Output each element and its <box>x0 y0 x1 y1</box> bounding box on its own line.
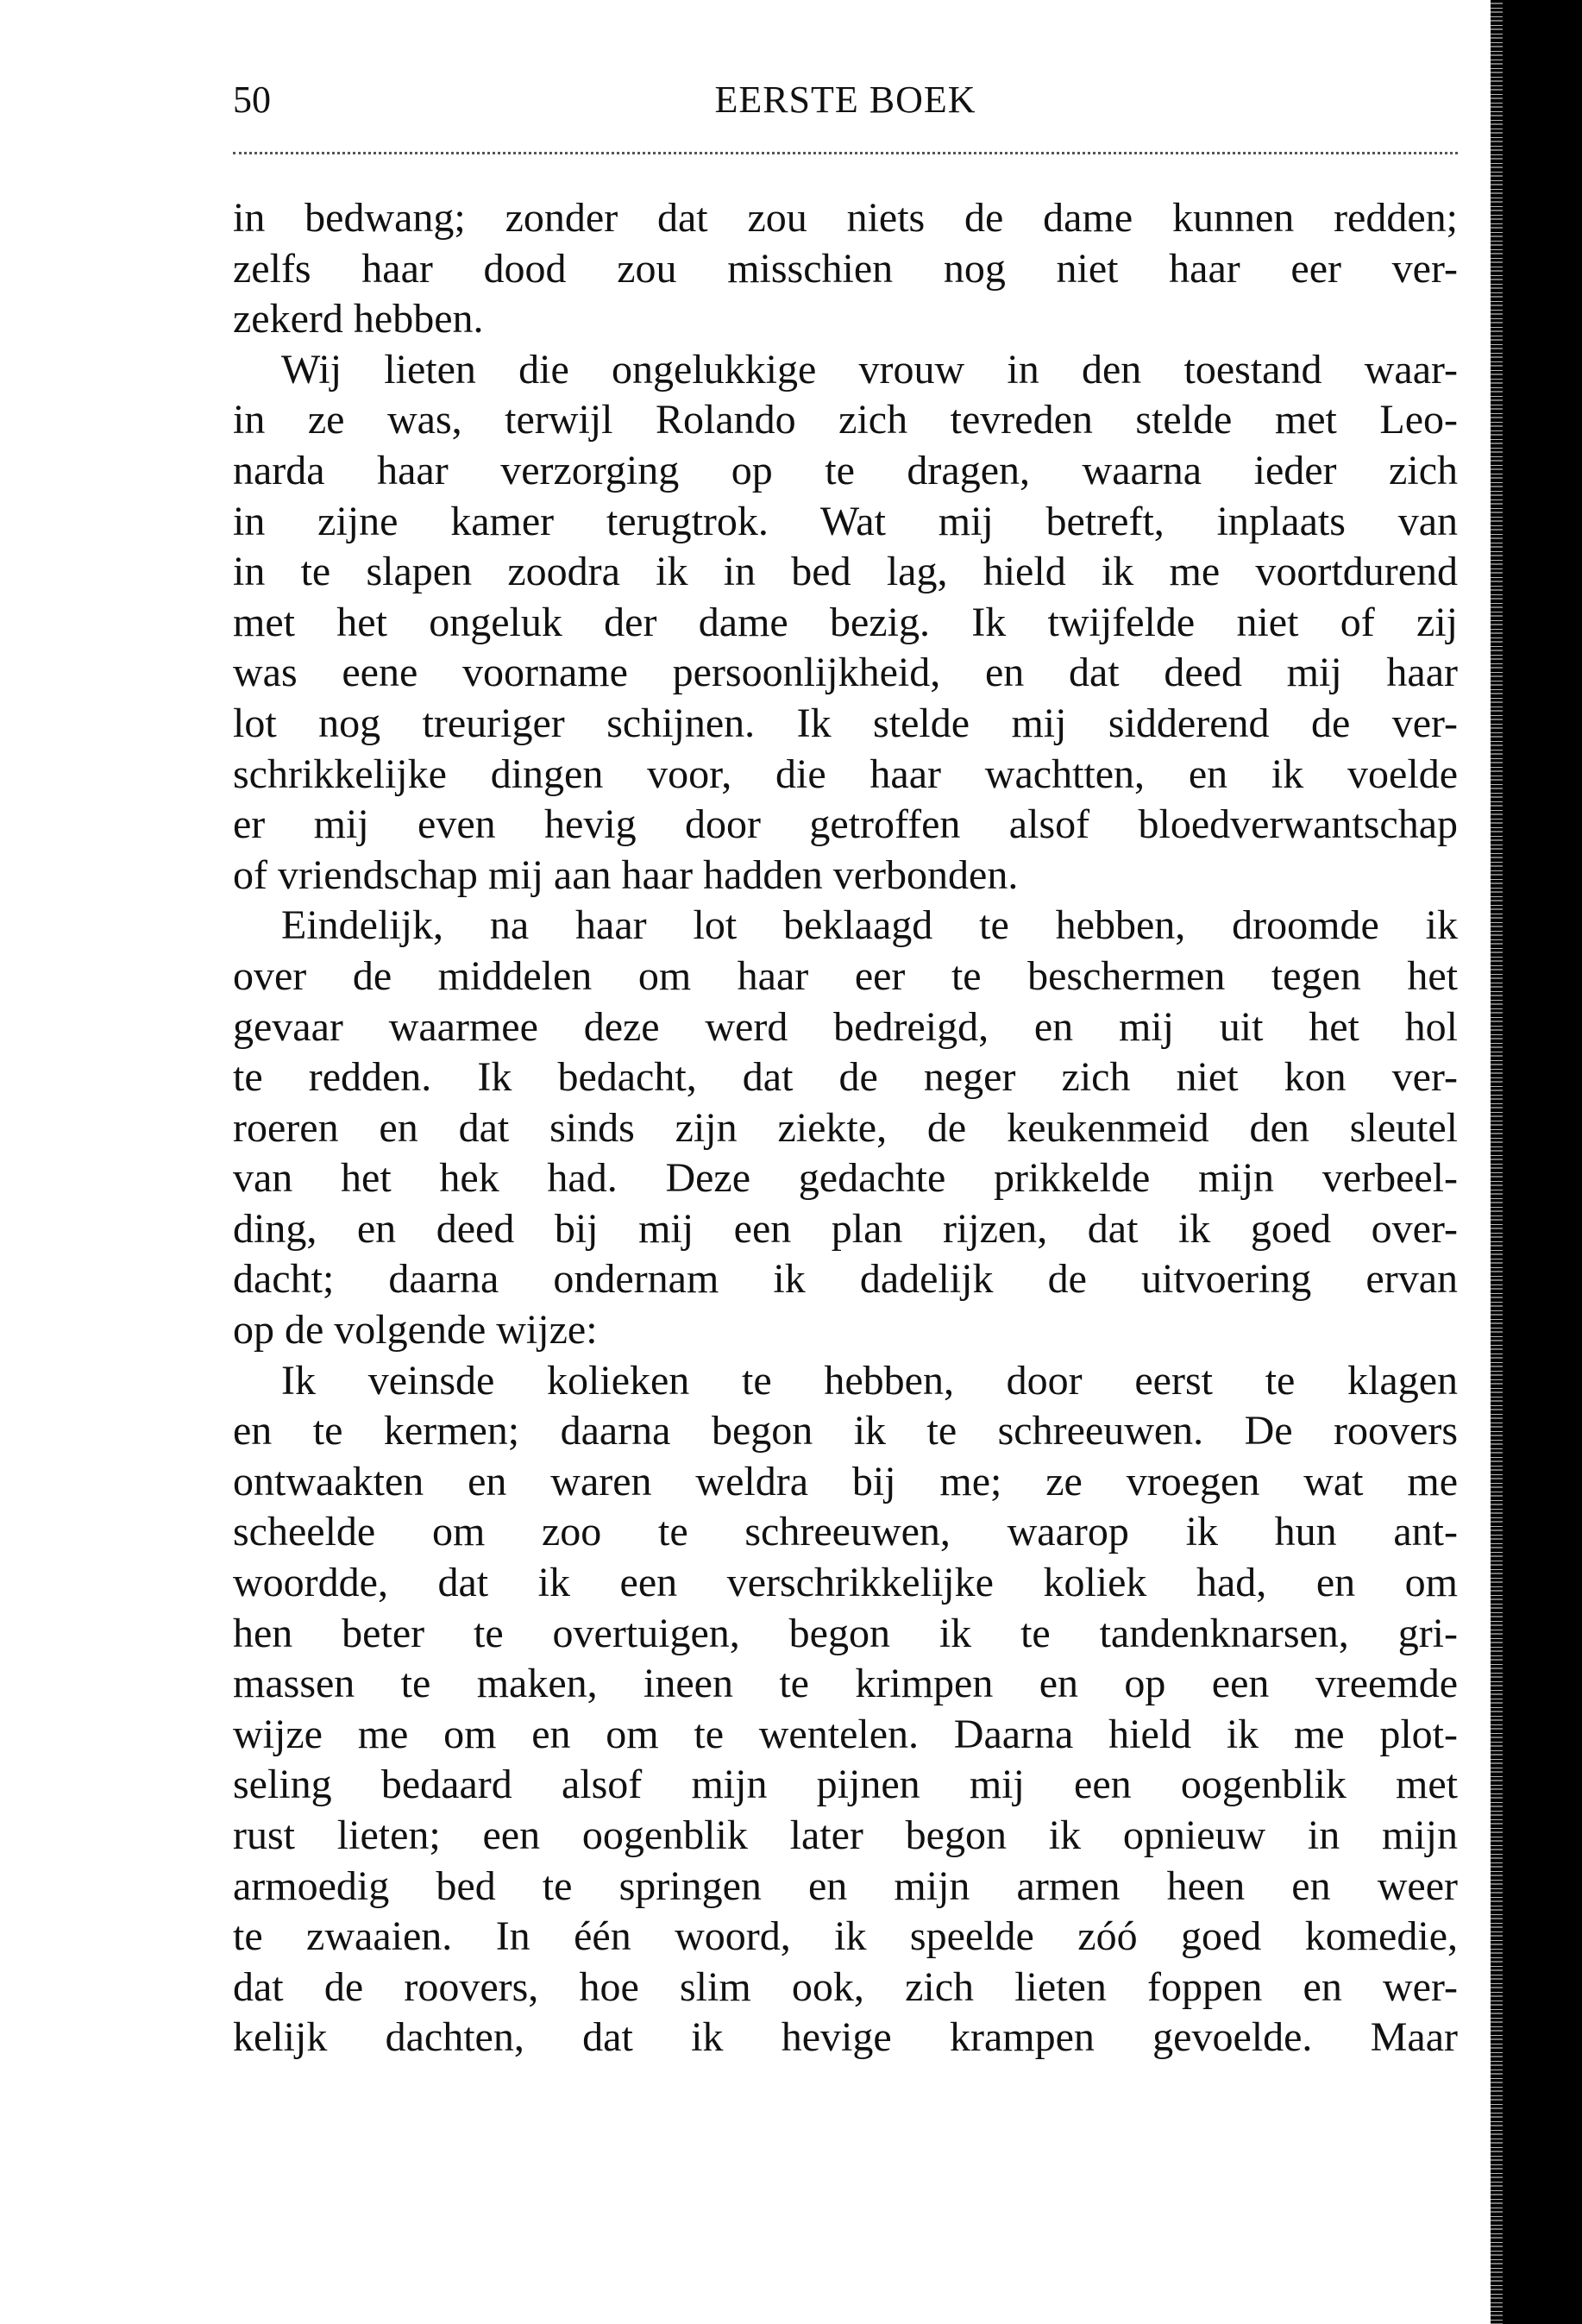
text-line: ontwaakten en waren weldra bij me; ze vroegen wat me <box>233 1458 1458 1504</box>
text-line: te redden. Ik bedacht, dat de neger zich niet kon ver- <box>233 1054 1458 1101</box>
text-line: in zijne kamer terugtrok. Wat mij betreft, inplaats van <box>233 498 1458 544</box>
text-line: narda haar verzorging op te dragen, waarna ieder zich <box>233 447 1458 493</box>
text-line: in bedwang; zonder dat zou niets de dame kunnen redden; <box>233 195 1458 241</box>
text-line: te zwaaien. In één woord, ik speelde zóó goed komedie, <box>233 1913 1458 1960</box>
running-title: EERSTE BOEK <box>714 79 976 121</box>
text-line: ding, en deed bij mij een plan rijzen, dat ik goed over- <box>233 1205 1458 1252</box>
text-line: kelijk dachten, dat ik hevige krampen gevoelde. Maar <box>233 2014 1458 2061</box>
text-line: woordde, dat ik een verschrikkelijke koliek had, en om <box>233 1560 1458 1606</box>
text-line: over de middelen om haar eer te beschermen tegen het <box>233 952 1458 999</box>
text-line: er mij even hevig door getroffen alsof bloedverwantschap <box>233 801 1458 848</box>
text-line: met het ongeluk der dame bezig. Ik twijfelde niet of zij <box>233 599 1458 645</box>
text-line: Ik veinsde kolieken te hebben, door eerst te klagen <box>281 1357 1458 1404</box>
text-line: rust lieten; een oogenblik later begon ik opnieuw in mijn <box>233 1812 1458 1858</box>
page-header <box>233 76 1458 124</box>
text-line: was eene voorname persoonlijkheid, en dat deed mij haar <box>233 650 1458 696</box>
text-line: roeren en dat sinds zijn ziekte, de keukenmeid den sleutel <box>233 1104 1458 1151</box>
text-line: massen te maken, ineen te krimpen en op een vreemde <box>233 1661 1458 1707</box>
text-line: dacht; daarna ondernam ik dadelijk de uitvoering ervan <box>233 1256 1458 1303</box>
text-line: of vriendschap mij aan haar hadden verbonden. <box>233 851 1019 898</box>
dotted-rule <box>233 152 1458 154</box>
text-line: lot nog treuriger schijnen. Ik stelde mij sidderend de ver- <box>233 700 1458 746</box>
text-line: seling bedaard alsof mijn pijnen mij een oogenblik met <box>233 1762 1458 1808</box>
body-text <box>233 193 1458 2063</box>
text-line: armoedig bed te springen en mijn armen heen en weer <box>233 1862 1458 1909</box>
scan-edge-shadow <box>1499 0 1582 2324</box>
text-line: dat de roovers, hoe slim ook, zich lieten foppen en wer- <box>233 1963 1458 2010</box>
text-line: zekerd hebben. <box>233 296 484 342</box>
text-line: wijze me om en om te wentelen. Daarna hield ik me plot- <box>233 1711 1458 1757</box>
text-line: gevaar waarmee deze werd bedreigd, en mij uit het hol <box>233 1003 1458 1050</box>
text-line: hen beter te overtuigen, begon ik te tandenknarsen, gri- <box>233 1610 1458 1656</box>
text-line: scheelde om zoo te schreeuwen, waarop ik hun ant- <box>233 1509 1458 1555</box>
text-line: zelfs haar dood zou misschien nog niet haar eer ver- <box>233 245 1458 292</box>
text-line: Wij lieten die ongelukkige vrouw in den toestand waar- <box>281 346 1458 393</box>
page-number: 50 <box>233 79 271 121</box>
text-line: in te slapen zoodra ik in bed lag, hield ik me voortdurend <box>233 549 1458 595</box>
text-line: op de volgende wijze: <box>233 1307 598 1354</box>
text-line: van het hek had. Deze gedachte prikkelde mijn verbeel- <box>233 1155 1458 1202</box>
text-line: schrikkelijke dingen voor, die haar wachtten, en ik voelde <box>233 751 1458 797</box>
text-line: Eindelijk, na haar lot beklaagd te hebben, droomde ik <box>281 902 1458 949</box>
text-line: en te kermen; daarna begon ik te schreeuwen. De roovers <box>233 1408 1458 1454</box>
text-line: in ze was, terwijl Rolando zich tevreden stelde met Leo- <box>233 397 1458 443</box>
